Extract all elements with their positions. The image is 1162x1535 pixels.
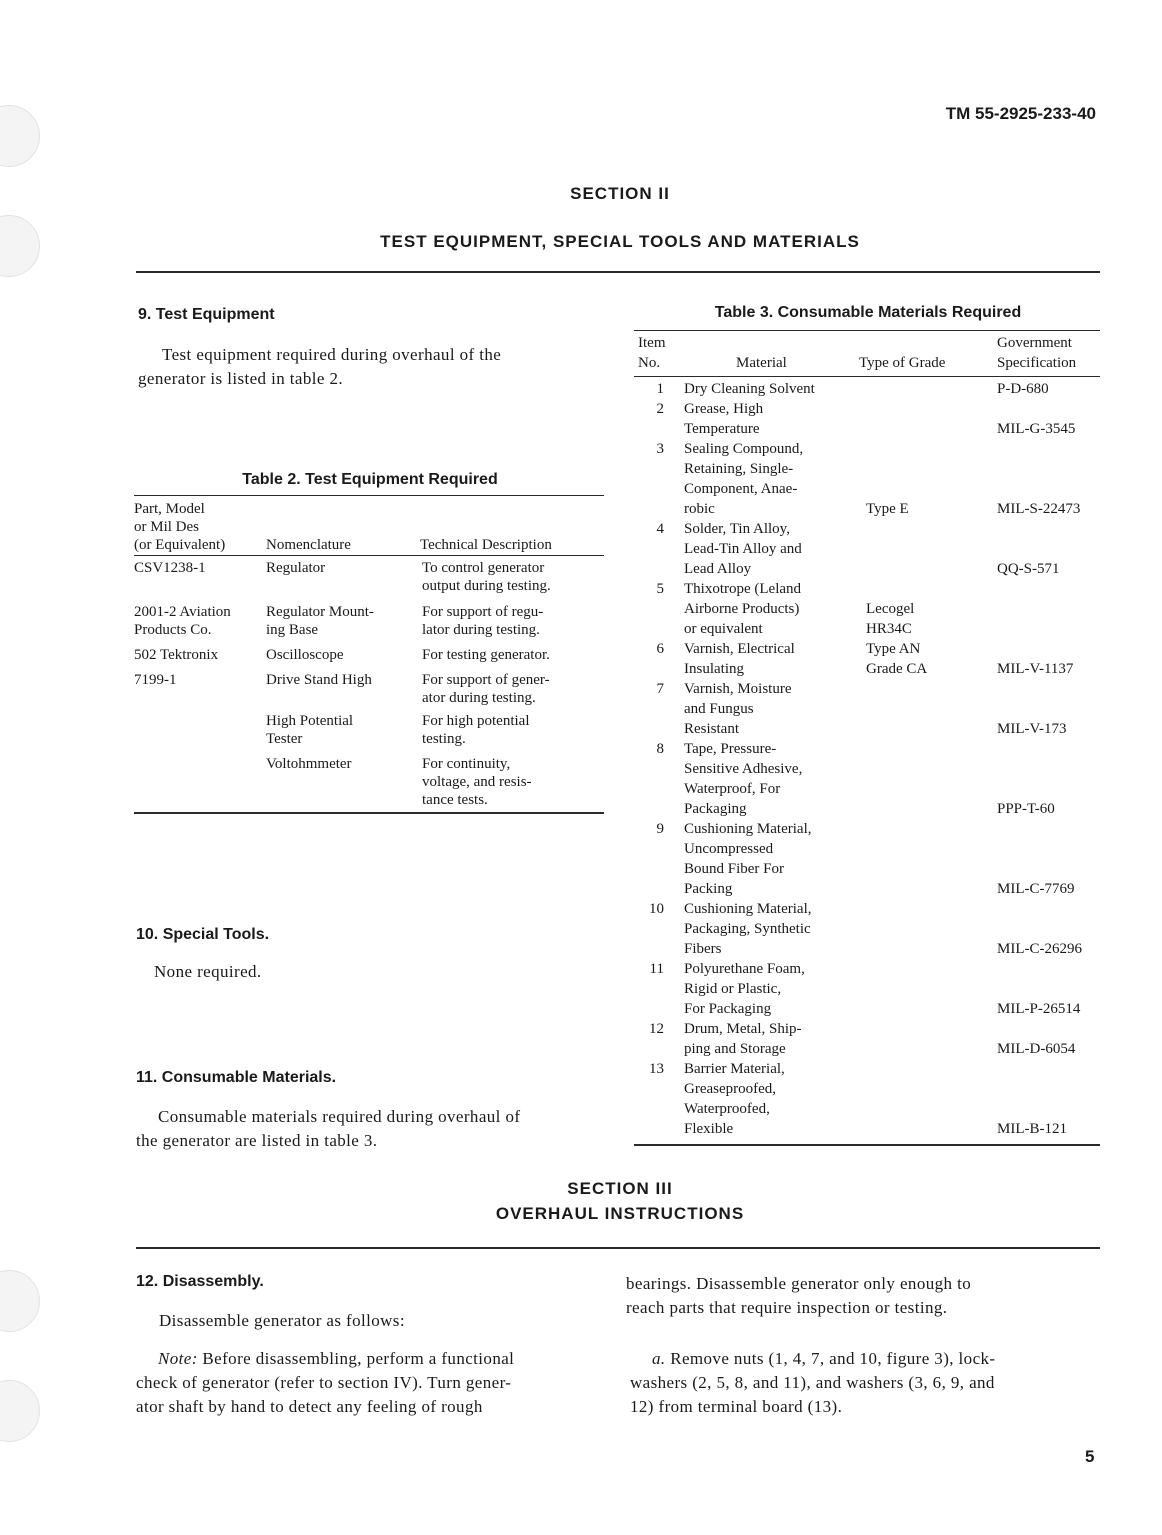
para12-heading: 12. Disassembly. <box>136 1273 264 1290</box>
material-cell: Bound Fiber For <box>684 861 785 877</box>
table3-header-grade: Type of Grade <box>859 355 946 371</box>
table3-header-material: Material <box>736 355 787 371</box>
specification-cell: MIL-P-26514 <box>997 1001 1081 1017</box>
material-cell: Retaining, Single- <box>684 461 794 477</box>
desc-line: output during testing. <box>422 578 551 594</box>
desc-line: voltage, and resis- <box>422 774 532 790</box>
material-cell: Greaseproofed, <box>684 1081 777 1097</box>
specification-cell: MIL-C-26296 <box>997 941 1082 957</box>
section-title: SECTION II <box>570 184 670 203</box>
description-cell <box>422 755 532 809</box>
para11-line: Consumable materials required during overhaul of <box>158 1107 521 1126</box>
note-line: ator shaft by hand to detect any feeling of rough <box>136 1397 483 1416</box>
table2-bottom-rule <box>134 812 604 814</box>
para9-line: generator is listed in table 2. <box>138 369 344 388</box>
material-cell: Barrier Material, <box>684 1061 785 1077</box>
item-number-cell: 2 <box>656 401 664 417</box>
section-divider <box>136 271 1100 273</box>
header-line: (or Equivalent) <box>134 537 226 553</box>
material-cell: or equivalent <box>684 621 763 637</box>
material-cell: Packaging, Synthetic <box>684 921 811 937</box>
para10-heading: 10. Special Tools. <box>136 926 270 943</box>
header-line: or Mil Des <box>134 519 199 535</box>
description-cell <box>422 671 550 707</box>
note-text: Before disassembling, perform a functional <box>197 1349 515 1368</box>
table2-header-description: Technical Description <box>420 537 552 553</box>
header-line: Item <box>638 335 666 351</box>
continued-line: reach parts that require inspection or testing. <box>626 1298 948 1317</box>
material-cell: Airborne Products) <box>684 601 800 617</box>
para12-intro: Disassemble generator as follows: <box>159 1311 405 1330</box>
section-title: SECTION III <box>567 1179 673 1198</box>
part-line: Products Co. <box>134 622 212 638</box>
para9-line: Test equipment required during overhaul of the <box>162 345 502 364</box>
item-number-cell: 13 <box>649 1061 664 1077</box>
nom-line: High Potential <box>266 713 354 729</box>
desc-line: To control generator <box>422 560 545 576</box>
material-cell: Polyurethane Foam, <box>684 961 805 977</box>
step-line <box>630 1347 1100 1371</box>
material-cell: Waterproofed, <box>684 1101 770 1117</box>
material-cell: Grease, High <box>684 401 764 417</box>
material-cell: Sensitive Adhesive, <box>684 761 803 777</box>
nomenclature-cell: Oscilloscope <box>266 647 344 663</box>
item-number-cell: 7 <box>656 681 664 697</box>
desc-line: For support of gener- <box>422 672 550 688</box>
para9-heading: 9. Test Equipment <box>138 306 275 323</box>
para11-heading: 11. Consumable Materials. <box>136 1069 337 1086</box>
table2-title: Table 2. Test Equipment Required <box>242 471 498 488</box>
step-line: 12) from terminal board (13). <box>630 1397 843 1416</box>
table3-title: Table 3. Consumable Materials Required <box>714 304 1022 321</box>
binder-hole <box>0 1380 40 1442</box>
section-subtitle: OVERHAUL INSTRUCTIONS <box>495 1204 745 1223</box>
grade-cell: Lecogel <box>866 601 915 617</box>
specification-cell: P-D-680 <box>997 381 1049 397</box>
para9-text <box>138 343 608 391</box>
material-cell: Cushioning Material, <box>684 821 812 837</box>
page-number: 5 <box>1085 1447 1095 1466</box>
section-subtitle: TEST EQUIPMENT, SPECIAL TOOLS AND MATERIALS <box>380 232 860 251</box>
material-cell: Drum, Metal, Ship- <box>684 1021 802 1037</box>
material-cell: Dry Cleaning Solvent <box>684 381 815 397</box>
specification-cell: PPP-T-60 <box>997 801 1055 817</box>
nomenclature-cell: Drive Stand High <box>266 672 372 688</box>
note-label: Note: <box>158 1349 198 1368</box>
material-cell: Resistant <box>684 721 739 737</box>
binder-hole <box>0 105 40 167</box>
material-cell: Temperature <box>684 421 760 437</box>
material-cell: robic <box>684 501 715 517</box>
specification-cell: MIL-V-173 <box>997 721 1067 737</box>
table3-bottom-rule <box>634 1144 1100 1146</box>
para12-note <box>136 1347 606 1419</box>
material-cell: and Fungus <box>684 701 754 717</box>
item-number-cell: 1 <box>656 381 664 397</box>
item-number-cell: 6 <box>656 641 664 657</box>
specification-cell: MIL-S-22473 <box>997 501 1081 517</box>
table3-header-spec <box>997 333 1076 373</box>
item-number-cell: 9 <box>656 821 664 837</box>
document-number: TM 55-2925-233-40 <box>945 104 1096 123</box>
material-cell: Waterproof, For <box>684 781 781 797</box>
table3-header-item <box>638 333 666 373</box>
desc-line: For continuity, <box>422 756 511 772</box>
part-cell: 7199-1 <box>134 672 177 688</box>
description-cell <box>422 712 530 748</box>
nomenclature-cell <box>266 603 374 639</box>
table2-top-rule <box>134 495 604 496</box>
grade-cell: Grade CA <box>866 661 928 677</box>
material-cell: Component, Anae- <box>684 481 798 497</box>
part-cell <box>134 603 231 639</box>
material-cell: Thixotrope (Leland <box>684 581 802 597</box>
item-number-cell: 5 <box>656 581 664 597</box>
material-cell: Lead Alloy <box>684 561 752 577</box>
part-cell: 502 Tektronix <box>134 647 219 663</box>
table2-header-part <box>134 500 225 554</box>
nomenclature-cell: Voltohmmeter <box>266 756 352 772</box>
material-cell: Cushioning Material, <box>684 901 812 917</box>
material-cell: Flexible <box>684 1121 734 1137</box>
nom-line: ing Base <box>266 622 319 638</box>
specification-cell: MIL-V-1137 <box>997 661 1074 677</box>
specification-cell: MIL-B-121 <box>997 1121 1067 1137</box>
para11-text <box>136 1105 608 1153</box>
para12-continued <box>626 1272 1098 1320</box>
para12-step-a <box>630 1347 1100 1419</box>
specification-cell: MIL-C-7769 <box>997 881 1075 897</box>
material-cell: Fibers <box>684 941 722 957</box>
specification-cell: MIL-D-6054 <box>997 1041 1076 1057</box>
material-cell: Sealing Compound, <box>684 441 804 457</box>
step-label: a. <box>652 1349 666 1368</box>
desc-line: For support of regu- <box>422 604 544 620</box>
table2-header-nomenclature: Nomenclature <box>266 537 351 553</box>
nomenclature-cell: Regulator <box>266 560 326 576</box>
description-cell <box>422 559 551 595</box>
desc-line: lator during testing. <box>422 622 540 638</box>
material-cell: Insulating <box>684 661 744 677</box>
specification-cell: MIL-G-3545 <box>997 421 1076 437</box>
para11-line: the generator are listed in table 3. <box>136 1131 378 1150</box>
note-line: check of generator (refer to section IV). Turn gener- <box>136 1373 512 1392</box>
desc-line: ator during testing. <box>422 690 536 706</box>
item-number-cell: 12 <box>649 1021 664 1037</box>
header-line: Part, Model <box>134 501 205 517</box>
binder-hole <box>0 1270 40 1332</box>
para10-text: None required. <box>154 962 262 981</box>
header-line: Government <box>997 335 1072 351</box>
grade-cell: Type E <box>866 501 909 517</box>
item-number-cell: 3 <box>656 441 664 457</box>
table3-top-rule <box>634 330 1100 331</box>
desc-line: For high potential <box>422 713 530 729</box>
specification-cell: QQ-S-571 <box>997 561 1060 577</box>
material-cell: ping and Storage <box>684 1041 786 1057</box>
grade-cell: HR34C <box>866 621 912 637</box>
material-cell: Tape, Pressure- <box>684 741 777 757</box>
material-cell: Solder, Tin Alloy, <box>684 521 790 537</box>
material-cell: Uncompressed <box>684 841 774 857</box>
header-line: Specification <box>997 355 1077 371</box>
material-cell: Packing <box>684 881 733 897</box>
item-number-cell: 8 <box>656 741 664 757</box>
desc-line: testing. <box>422 731 466 747</box>
material-cell: Packaging <box>684 801 747 817</box>
description-cell: For testing generator. <box>422 647 550 663</box>
step-text: Remove nuts (1, 4, 7, and 10, figure 3), lock- <box>665 1349 996 1368</box>
part-cell: CSV1238-1 <box>134 560 206 576</box>
desc-line: tance tests. <box>422 792 488 808</box>
item-number-cell: 4 <box>656 521 664 537</box>
nom-line: Tester <box>266 731 303 747</box>
material-cell: Rigid or Plastic, <box>684 981 782 997</box>
grade-cell: Type AN <box>866 641 921 657</box>
material-cell: Varnish, Moisture <box>684 681 792 697</box>
nomenclature-cell <box>266 712 353 748</box>
material-cell: Lead-Tin Alloy and <box>684 541 802 557</box>
continued-line: bearings. Disassemble generator only enough to <box>626 1274 972 1293</box>
item-number-cell: 10 <box>649 901 664 917</box>
item-number-cell: 11 <box>649 961 664 977</box>
section-divider <box>136 1247 1100 1249</box>
material-cell: For Packaging <box>684 1001 772 1017</box>
description-cell <box>422 603 543 639</box>
step-line: washers (2, 5, 8, and 11), and washers (3, 6, 9, and <box>630 1373 995 1392</box>
nom-line: Regulator Mount- <box>266 604 374 620</box>
table3-header-rule <box>634 376 1100 377</box>
material-cell: Varnish, Electrical <box>684 641 795 657</box>
header-line: No. <box>638 355 661 371</box>
table2-header-rule <box>134 555 604 556</box>
note-line <box>136 1347 606 1371</box>
part-line: 2001-2 Aviation <box>134 604 231 620</box>
